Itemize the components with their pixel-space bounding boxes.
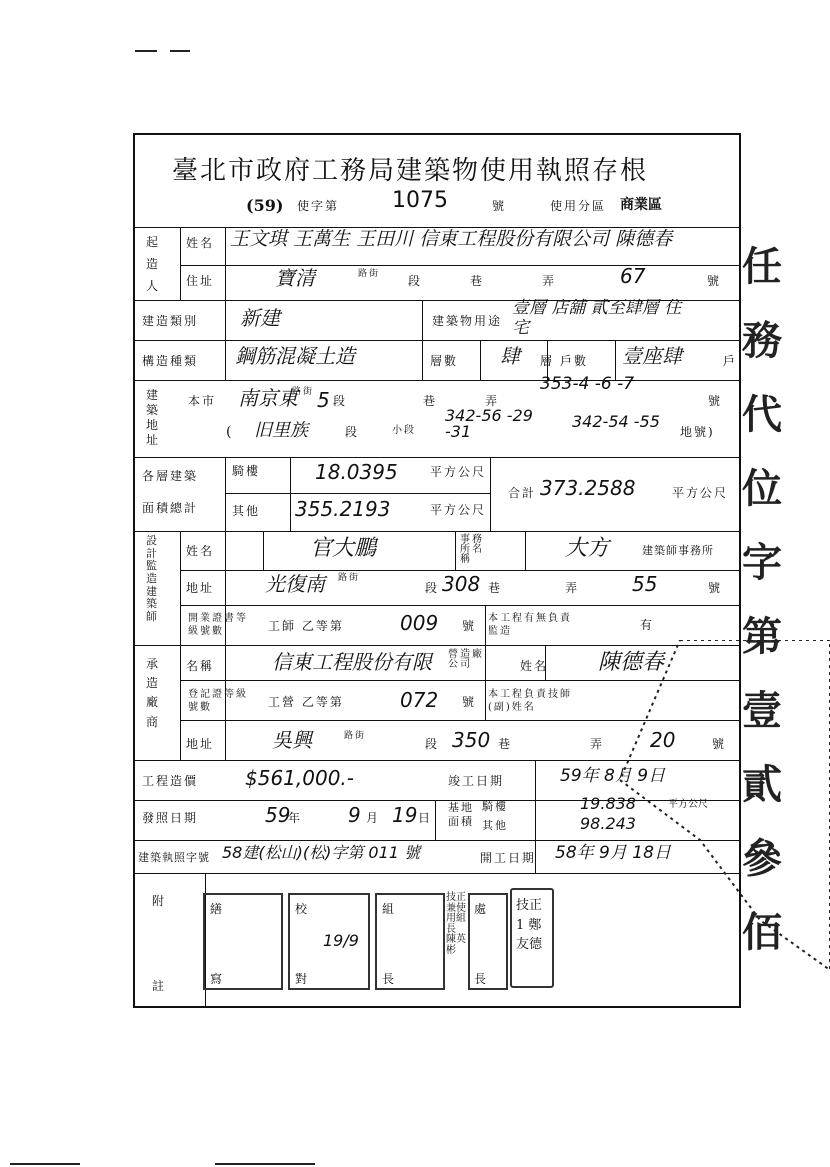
site-number: 353-4 -6 -7 (540, 374, 635, 394)
scan-mark (170, 50, 190, 52)
contr-name: 信東工程股份有限 (272, 650, 432, 674)
arcade-unit: 平方公尺 (430, 465, 487, 479)
site-road-label: 路街 (292, 387, 315, 397)
stamp-scribe: 繕 寫 (203, 893, 283, 990)
zone-label: 使用分區 (550, 199, 607, 213)
remarks-label-2: 註 (152, 979, 167, 993)
arch-road-label: 路街 (338, 573, 361, 583)
contr-name-suffix: 營造廠公司 (448, 649, 484, 670)
architect-label: 設計監造建築師 (146, 534, 159, 623)
households-label: 戶數 (560, 354, 589, 368)
applicant-label: 人 (146, 279, 161, 293)
contr-name-label: 名稱 (186, 659, 215, 673)
reg-no: 072 (400, 688, 439, 712)
category-value: 新建 (240, 306, 280, 330)
construction-permit-value: 58建(松山)(松)字第 011 號 (222, 843, 421, 862)
reg-grade: 工營 乙等第 (268, 695, 344, 709)
rule (435, 800, 436, 840)
lane2-label: 弄 (542, 274, 557, 288)
office-value: 大方 (565, 536, 610, 561)
rule (455, 531, 456, 570)
arch-no-label: 號 (708, 581, 723, 595)
rule (135, 380, 739, 381)
fold-shadow (560, 640, 830, 970)
contr-address: 吳興 (272, 728, 312, 752)
permit-suffix: 號 (492, 199, 507, 213)
issue-day-label: 日 (418, 811, 433, 825)
tech-label: 本工程負責技師(副)姓名 (488, 689, 572, 713)
stamp-director: 處 長 (468, 893, 508, 990)
alley-label: 巷 (470, 274, 485, 288)
base-unit: 平方公尺 (668, 799, 708, 810)
site-alley-label: 弄 (485, 394, 500, 408)
total-value: 373.2588 (540, 476, 636, 500)
structure-value: 鋼筋混凝土造 (235, 344, 355, 368)
arcade-value: 18.0395 (315, 460, 398, 484)
rule (290, 457, 291, 531)
rule (225, 531, 226, 760)
site-sub-section-label: 小段 (392, 425, 416, 436)
scan-mark (215, 1163, 315, 1165)
contr-lane-label: 巷 (498, 737, 513, 751)
floors-label: 層數 (430, 354, 459, 368)
other-unit: 平方公尺 (430, 503, 487, 517)
construction-permit-label: 建築執照字號 (138, 851, 210, 864)
office-label: 事務所名稱 (460, 534, 484, 565)
other-label: 其他 (232, 504, 261, 518)
rule (480, 340, 481, 380)
contr-road-label: 路街 (344, 731, 367, 741)
arch-lane: 308 (442, 572, 481, 596)
stamp-use-chief: 技正兼使用組長 陳英彬 (446, 892, 466, 956)
contr-alley-label: 弄 (590, 737, 605, 751)
rule (180, 265, 739, 266)
arch-address-road: 光復南 (265, 572, 325, 596)
license-no: 009 (400, 611, 439, 635)
document-title: 臺北市政府工務局建築物使用執照存根 (172, 156, 649, 186)
site-lane-label: 巷 (423, 394, 438, 408)
zone-value: 商業區 (620, 197, 662, 213)
site-road: 南京東 (238, 386, 298, 410)
base-arcade-label: 騎樓 (482, 800, 508, 813)
scan-mark (135, 50, 157, 52)
applicant-address: 寶清 (275, 266, 315, 290)
contr-person: 陳德春 (598, 650, 665, 675)
issue-month-label: 月 (366, 811, 381, 825)
contr-house-no: 20 (650, 728, 676, 752)
site-old-section: 旧里族 (254, 420, 308, 441)
permit-prefix: 使字第 (297, 199, 340, 213)
start-label: 開工日期 (480, 851, 537, 865)
rule (225, 227, 226, 300)
permit-year: (59) (246, 196, 284, 215)
address-label: 住址 (186, 274, 215, 288)
issue-month: 9 (348, 803, 361, 827)
contr-no-label: 號 (712, 737, 727, 751)
applicant-name: 王文琪 王萬生 王田川 信東工程股份有限公司 陳德春 (230, 228, 673, 250)
base-label: 基地面積 (448, 801, 474, 829)
use-label: 建築物用途 (432, 314, 503, 328)
scan-mark (10, 1163, 80, 1165)
households-value: 壹座肆 (622, 344, 682, 368)
name-label: 姓名 (186, 236, 215, 250)
site-old-open: ( (226, 424, 232, 440)
households-unit: 戶 (723, 354, 738, 368)
stamp-proofread: 校 19/9 對 (288, 893, 370, 990)
use-value: 壹層 店舖 貳至肆層 住宅 (512, 298, 682, 339)
total-label: 合計 (508, 486, 537, 500)
stamp-engineer: 技正 1 鄭友德 (510, 888, 554, 988)
category-label: 建造類別 (142, 314, 199, 328)
rule (180, 570, 739, 571)
arch-name: 官大鵬 (310, 536, 377, 561)
no-label: 號 (707, 274, 722, 288)
arcade-label: 騎樓 (232, 464, 261, 478)
issue-label: 發照日期 (142, 811, 199, 825)
rule (490, 457, 491, 531)
base-arcade-value: 19.838 (580, 794, 636, 813)
contr-person-label: 姓名 (520, 659, 549, 673)
arch-section-label: 段 (425, 581, 440, 595)
site-lot-1: 342-56 -29 -31 (445, 406, 533, 441)
rule (422, 340, 423, 380)
total-unit: 平方公尺 (672, 486, 729, 500)
area-label-1: 各層建築 (142, 469, 199, 483)
rule (263, 531, 264, 570)
remarks-label-1: 附 (152, 894, 167, 908)
floors-unit: 層 (540, 354, 555, 368)
applicant-house-no: 67 (620, 264, 646, 288)
contr-section-label: 段 (425, 737, 440, 751)
start-value: 58年 9月 18日 (555, 843, 671, 863)
other-value: 355.2193 (295, 497, 391, 521)
license-label: 開業證書等級號數 (188, 613, 248, 637)
applicant-label: 起 (146, 235, 161, 249)
cost-label: 工程造價 (142, 774, 199, 788)
site-old-section-label: 段 (345, 425, 360, 439)
arch-address-label: 地址 (186, 581, 215, 595)
issue-day: 19 (392, 803, 418, 827)
rule (180, 531, 181, 760)
permit-number: 1075 (392, 188, 448, 213)
rule (225, 300, 226, 380)
complete-label: 竣工日期 (448, 774, 505, 788)
site-lot-label: 地號) (680, 425, 715, 439)
arch-alley-label: 弄 (565, 581, 580, 595)
site-no-label: 號 (708, 394, 723, 408)
rule (180, 227, 181, 300)
area-label-2: 面積總計 (142, 501, 199, 515)
city-label: 本市 (188, 394, 217, 408)
office-suffix: 建築師事務所 (642, 544, 714, 557)
site-label: 建築地址 (146, 388, 161, 447)
rule (485, 605, 486, 645)
contractor-label: 承造廠商 (146, 657, 161, 729)
base-other-label: 其他 (482, 819, 508, 832)
reg-label: 登記證等級號數 (188, 689, 248, 713)
site-section-label: 段 (333, 394, 348, 408)
rule (422, 300, 423, 340)
issue-year-label: 年 (288, 811, 303, 825)
reg-suffix: 號 (462, 695, 477, 709)
stamp-section-chief: 組 長 (375, 893, 445, 990)
arch-lane-label: 巷 (488, 581, 503, 595)
rule (525, 531, 526, 570)
license-suffix: 號 (462, 619, 477, 633)
rule (180, 605, 739, 606)
license-grade: 工師 乙等第 (268, 619, 344, 633)
base-other-value: 98.243 (580, 814, 636, 833)
lane-label: 段 (408, 274, 423, 288)
arch-name-label: 姓名 (186, 544, 215, 558)
cost-value: $561,000.- (245, 766, 355, 790)
contr-address-label: 地址 (186, 737, 215, 751)
supervise-value: 有 (640, 618, 655, 632)
rule (225, 457, 226, 531)
issue-year: 59 (265, 803, 291, 827)
arch-house-no: 55 (632, 572, 658, 596)
contr-lane: 350 (452, 728, 491, 752)
rule (225, 493, 490, 494)
margin-stamp: 任務代 位 字 第 壹 貳 參 佰 (742, 243, 782, 956)
site-lot-2: 342-54 -55 (572, 412, 660, 431)
structure-label: 構造種類 (142, 354, 199, 368)
site-section: 5 (317, 388, 330, 412)
supervise-label: 本工程有無負責監造 (488, 613, 572, 637)
road-label: 路街 (358, 269, 381, 279)
applicant-label: 造 (146, 257, 161, 271)
floors-value: 肆 (500, 344, 520, 368)
complete-value: 59年 8月 9日 (560, 766, 666, 786)
